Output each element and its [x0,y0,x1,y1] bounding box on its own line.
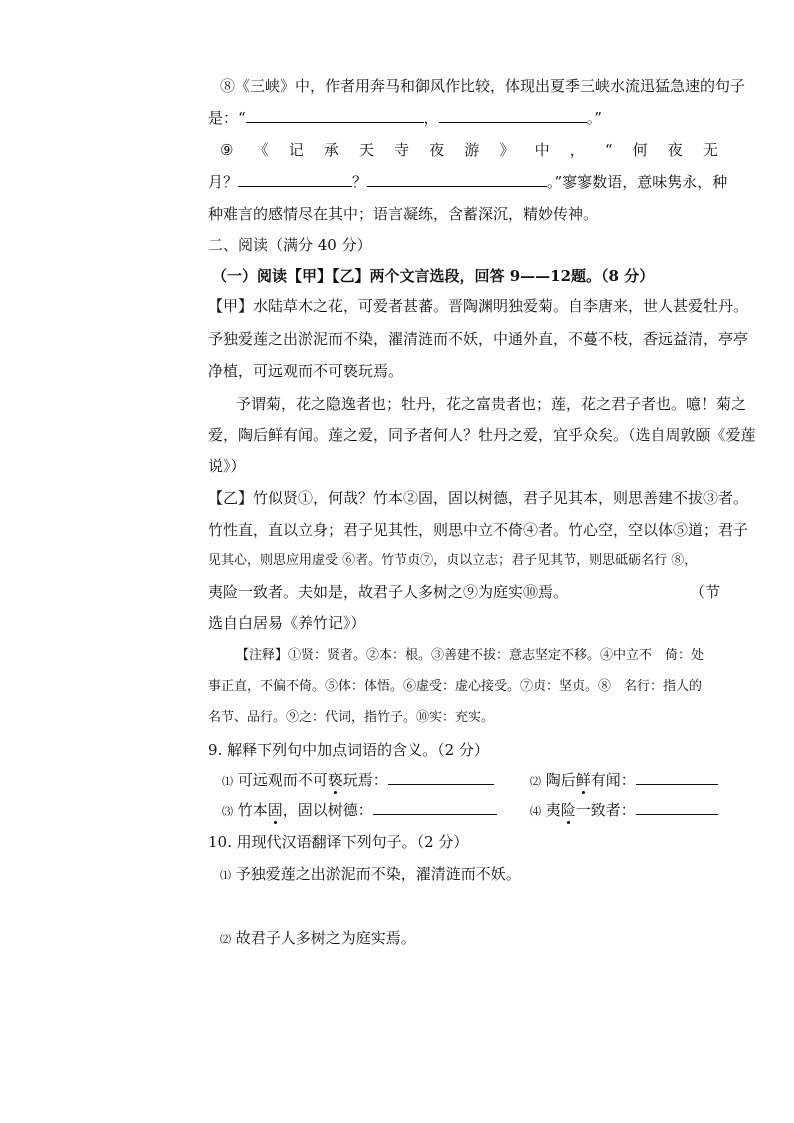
dotted-word: 鲜 [575,771,591,789]
part-title: （一）阅读【甲】【乙】两个文言选段，回答 9——12题。（8 分） [212,267,655,285]
q9-answer-blank[interactable] [636,800,718,815]
yi-line: 夷险一致者。夫如是，故君子人多树之⑨为庭实⑩焉。 [208,583,569,601]
poem-char: 记 [288,141,304,159]
q9-answer-blank-1[interactable] [238,172,352,187]
item-text: 有闻： [590,771,636,789]
poem-char: ⑨ [220,141,234,159]
q9-answer-blank[interactable] [636,770,718,785]
notes-line: 名节、品行。⑨之：代词，指竹子。⑩实：充实。 [208,710,495,725]
q8-comma: ， [423,109,439,127]
poem-char: 何 [632,141,648,159]
poem-char: 夜 [667,141,683,159]
dotted-word: 险 [560,801,576,819]
q9-title: 9. 解释下列句中加点词语的含义。（2 分） [208,741,489,759]
q9-start: 月？ [208,173,239,191]
poem-char: 无 [702,141,718,159]
q8-suffix: 。” [586,109,602,127]
item-text: 可远观而不可 [233,771,328,789]
sentence-text: 予独爱莲之出淤泥而不染，濯清涟而不妖。 [231,865,521,883]
notes-line: 事正直，不偏不倚。⑤体：体悟。⑥虚受：虚心接受。⑦贞：坚贞。⑧ 名行：指人的 [208,679,703,694]
q9-poem-line2 [208,172,727,192]
poem-char: 承 [323,141,339,159]
q9-item-3 [222,800,497,822]
jia-line: 予独爱莲之出淤泥而不染，濯清涟而不妖，中通外直，不蔓不枝，香远益清，亭亭 [208,330,749,348]
item-number: ⑵ [530,775,541,788]
item-text: 玩焉： [342,771,388,789]
q10-sentence-1 [220,864,521,886]
q9-poem-line1 [220,140,718,160]
q10-sentence-2 [220,928,416,950]
poem-char: 游 [464,141,480,159]
yi-line: 见其心，则思应用虚受 ⑥者。竹节贞⑦，贞以立志；君子见其节，则思砥砺名行 ⑧， [208,553,698,568]
q9-answer-blank-2[interactable] [367,172,547,187]
poem-char: 》 [499,141,515,159]
q8-answer-blank-2[interactable] [439,108,587,123]
item-number: ⑴ [222,775,233,788]
q10-title: 10. 用现代汉语翻译下列句子。（2 分） [208,833,469,851]
item-number: ⑶ [222,805,233,818]
dotted-word: 亵 [327,771,343,789]
yi-line: 【乙】竹似贤①，何哉？竹本②固，固以树德，君子见其本，则思善建不拔③者。 [208,489,749,507]
q8-line2 [208,108,602,128]
poem-char: 寺 [394,141,410,159]
poem-char: 中 [534,141,550,159]
q9-answer-blank[interactable] [373,800,497,815]
jia-line: 【甲】水陆草木之花，可爱者甚蕃。晋陶渊明独爱菊。自李唐来，世人甚爱牡丹。 [208,297,749,315]
jia-line: 爱，陶后鲜有闻。莲之爱，同予者何人？牡丹之爱，宜乎众矣。（选自周敦颐《爱莲 [208,426,756,444]
poem-char: “ [604,141,613,159]
item-text: 一致者： [575,801,636,819]
item-number: ⑷ [530,805,541,818]
q8-answer-blank-1[interactable] [246,108,424,123]
poem-char: ， [569,141,585,159]
item-number: ⑵ [220,933,231,946]
jia-line: 净植，可远观而不可亵玩焉。 [208,362,404,380]
item-number: ⑴ [220,869,231,882]
item-text: 夷 [541,801,561,819]
q8-line1: ⑧《三峡》中，作者用奔马和御风作比较，体现出夏季三峡水流迅猛急速的句子 [220,77,746,95]
poem-char: 《 [253,141,269,159]
notes-line: 【注释】①贤：贤者。②本：根。③善建不拔：意志坚定不移。④中立不 倚：处 [236,648,705,663]
sentence-text: 故君子人多树之为庭实焉。 [231,929,416,947]
q9-item-4 [530,800,718,822]
q9-poem-line3: 种难言的感情尽在其中；语言凝练，含蓄深沉，精妙传神。 [208,205,599,223]
q9-item-2 [530,770,718,792]
q9-item-1 [222,770,494,792]
yi-line: 竹性直，直以立身；君子见其性，则思中立不倚④者。竹心空，空以体⑤道；君子 [208,521,749,539]
poem-char: 天 [358,141,374,159]
item-text: ，固以树德： [282,801,373,819]
item-text: 竹本 [233,801,268,819]
dotted-word: 固 [267,801,283,819]
poem-char: 夜 [429,141,445,159]
q9-qmark: ？ [352,173,368,191]
q9-answer-blank[interactable] [388,770,494,785]
jia-line: 予谓菊，花之隐逸者也；牡丹，花之富贵者也；莲，花之君子者也。噫！菊之 [236,395,747,413]
section-title: 二、阅读（满分 40 分） [208,236,372,254]
jia-line: 说》） [208,457,246,475]
yi-line-right: （节 [690,583,721,601]
item-text: 陶后 [541,771,576,789]
yi-line: 选自白居易《养竹记》） [208,614,366,632]
q9-end: 。”寥寥数语，意味隽永，种 [547,173,728,191]
q8-prefix: 是：“ [208,109,246,127]
